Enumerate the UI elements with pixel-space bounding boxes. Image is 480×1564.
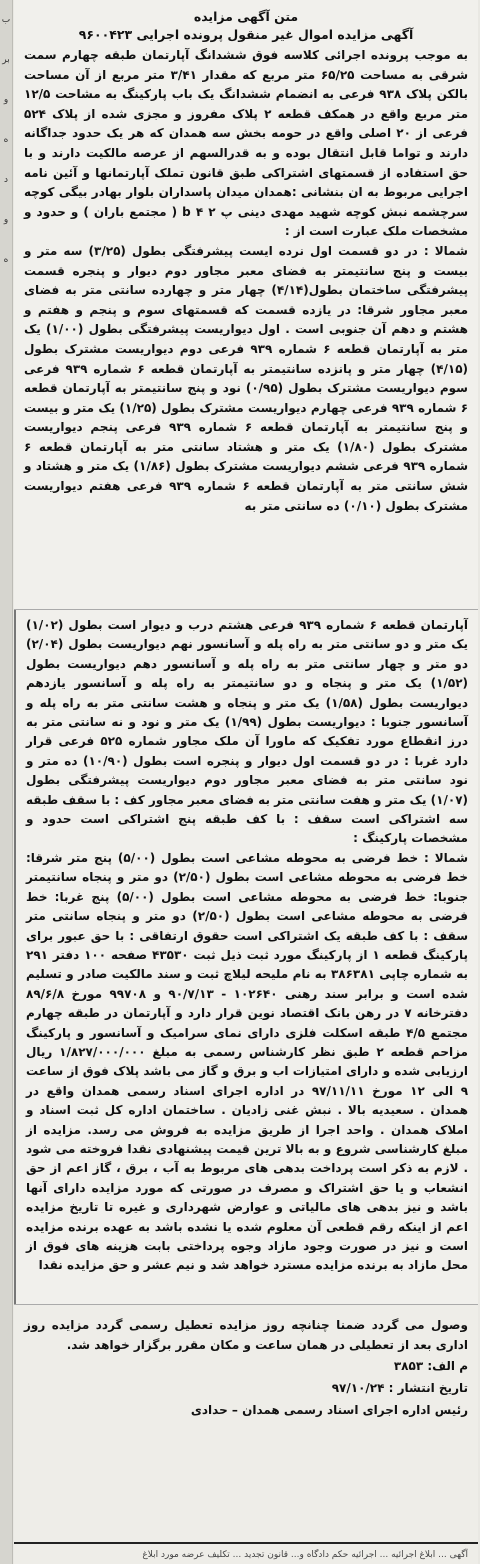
notice-clip-top [14, 0, 478, 610]
edge-mark: د [3, 175, 8, 185]
edge-mark: و [3, 215, 9, 225]
separator-rule [14, 1542, 478, 1544]
property-intro-paragraph: به موجب پرونده اجرائی کلاسه فوق ششدانگ آپارتمان طبقه چهارم سمت شرقی به مساحت ۶۵/۲۵ متر مربع که مقدار ۳/۴۱ متر مربع از آن مساحت بالکن پلاک ۹۳۸ فرعی به انضمام ششدانگ یک باب پارکینگ به مشاحت ۱۲/۵ متر مربع واقع در همکف قطعه ۲ پلاک مفروز و مجزی شده از پلاک ۵۲۴ فرعی از ۲۰ اصلی واقع در حومه بخش سه همدان که هر یک حدود جداگانه دارند و تواما قابل انتقال بوده و به قدرالسهم از عرصه مالکیت دارند و با حق استفاده از قسمتهای اشتراکی طبق قانون تملک آپارتمانها و آئین نامه اجرایی مربوط به ان بنشانی :همدان میدان پاسداران بلوار بهادر بیگی کوچه سرچشمه نبش کوچه شهید مهدی دینی پ ۲ b ۴ ( مجتمع باران ) و حدود و مشخصات ملک عبارت است از : [24, 48, 469, 239]
notice-title: متن آگهی مزایده [193, 9, 299, 24]
signature-line: رئیس اداره اجرای اسناد رسمی همدان – حدادی [190, 1403, 468, 1417]
adjacent-column-edge [0, 0, 13, 1564]
edge-mark: ه [3, 255, 9, 265]
boundaries-continued-paragraph: آپارتمان قطعه ۶ شماره ۹۳۹ فرعی هشتم درب و دیوار است بطول (۱/۰۲) یک متر و دو سانتی متر به راه پله و آسانسور نهم دیواریست بطول (۲/۰۴) دو متر و چهار سانتی متر به راه پله و آسانسور دهم دیواریست بطول (۱/۵۲) یک متر و پنجاه و دو سانتیمتر به راه پله و آسانسور یازدهم دیواریست بطول (۱/۵۸) یک متر و پنجاه و هشت سانتی متر به راه پله و آسانسور جنوبا : دیواریست بطول (۱/۹۹) یک متر و نود و نه سانتی متر به درز انقطاع مورد تفکیک که ماورا آن ملک مجاور شماره ۵۲۵ فرعی قرار دارد غربا : در دو قسمت اول دیوار و پنجره است بطول (۱۰/۹۰) ده متر و نود سانتی متر به فضای معبر مجاور دوم دیواریست پیشرفتگی بطول (۱/۰۷) یک متر و هفت سانتی متر به فضای معبر مجاور کف : با سقف طبقه سه اشتراکی است سقف : با کف طبقه پنج اشتراکی است حدود و مشخصات پارکینگ : [26, 618, 468, 846]
boundaries-paragraph: شمالا : در دو قسمت اول نرده ایست پیشرفتگی بطول (۳/۲۵) سه متر و بیست و پنج سانتیمتر به فضای معبر مجاور دوم دیوار و پنجره قسمت پیشرفتگی ساختمان بطول(۴/۱۴) چهار متر و چهارده سانتی متر به فضای معبر مجاور شرقا: در یازده قسمت که قسمتهای سوم و پنجم و هفتم و هشتم و دهم آن جنوبی است . اول دیواریست پیشرفتگی بطول (۱/۰۰) یک متر به آپارتمان قطعه ۶ شماره ۹۳۹ فرعی دوم دیواریست مشترک بطول (۴/۱۵) چهار متر و پانزده سانتیمتر به آپارتمان قطعه ۶ شماره ۹۳۹ فرعی سوم دیواریست مشترک بطول (۰/۹۵) نود و پنج سانتیمتر به آپارتمان قطعه ۶ شماره ۹۳۹ فرعی چهارم دیواریست مشترک بطول (۱/۲۵) یک متر و بیست و پنج سانتیمتر به آپارتمان قطعه ۶ شماره ۹۳۹ فرعی پنجم دیواریست مشترک بطول (۱/۸۰) یک متر و هشتاد سانتی متر به آپارتمان قطعه ۶ شماره ۹۳۹ فرعی ششم دیواریست مشترک بطول (۱/۸۶) یک متر و هشتاد و شش سانتی متر به آپارتمان قطعه ۶ شماره ۹۳۹ فرعی هفتم دیواریست مشترک بطول (۰/۱۰) ده سانتی متر به [24, 243, 469, 513]
edge-mark: و [3, 95, 9, 105]
publish-date: تاریخ انتشار : ۹۷/۱۰/۲۴ [331, 1381, 468, 1395]
parking-and-auction-paragraph: شمالا : خط فرضی به محوطه مشاعی است بطول (۵/۰۰) پنج متر شرقا: خط فرضی به محوطه مشاعی است بطول (۲/۵۰) دو متر و پنجاه سانتیمتر جنوبا: خط فرضی به محوطه مشاعی است بطول (۵/۰۰) پنج غربا: خط فرضی به محوطه مشاعی است بطول (۲/۵۰) دو متر و پنجاه سانتی متر سقف : با کف طبقه یک اشتراکی است حقوق ارتفاقی : با حق عبور برای پارکینگ قطعه ۱ از پارکینگ مورد ثبت ذیل ثبت ۴۳۵۳۰ صفحه ۱۰۰ دفتر ۲۹۱ به شماره چاپی ۳۸۶۳۸۱ به نام ملیحه لیلاچ ثبت و سند مالکیت صادر و تسلیم شده است و برابر سند رهنی ۱۰۲۶۴۰ - ۹۰/۷/۱۳ و ۹۹۷۰۸ مورخ ۸۹/۶/۸ دفترخانه ۷ در رهن بانک اقتصاد نوین قرار دارد و آپارتمان در طبقه چهارم مجتمع ۴/۵ طبقه اسکلت فلزی دارای نمای سرامیک و آسانسور و پارکینگ مزاحم قطعه ۲ طبق نظر کارشناس رسمی به مبلغ ۱/۸۲۷/۰۰۰/۰۰۰ ریال ارزیابی شده و دارای امتیازات اب و برق و گاز می باشد پلاک فوق از ساعت ۹ الی ۱۲ مورخ ۹۷/۱۱/۱۱ در اداره اجرای اسناد رسمی همدان واقع در همدان . سعیدیه بالا . نبش غنی زادیان . ساختمان اداره کل ثبت اسناد و املاک همدان . واحد اجرا از طریق مزایده به فروش می رسد. مزایده از مبلغ کارشناسی شروع و به بالا ترین قیمت پیشنهادی نقدا فروخته می شود . لازم به ذکر است پرداخت بدهی های مربوط به آب ، برق ، گاز اعم از حق انشعاب و یا حق اشتراک و مصرف در صورتی که مورد مزایده دارای آنها باشد و نیز بدهی های مالیاتی و عوارض شهرداری و غیره تا تاریخ مزایده اعم از اینکه رقم قطعی آن معلوم شده یا نشده باشد به عهده برنده مزایده است و نیز در صورت وجود مازاد وجوه پرداختی بابت هزینه های فوق از محل مازاد به برنده مزایده مسترد خواهد شد و نیم عشر و حق مزایده نقدا [26, 850, 469, 1273]
reference-code: م الف: ۳۸۵۳ [393, 1359, 468, 1373]
notice-subtitle: آگهی مزایده اموال غیر منقول پرونده اجرایی ۹۶۰۰۴۲۳ [78, 27, 414, 42]
notice-clip-bottom [14, 1304, 478, 1564]
edge-mark: بر [2, 55, 10, 65]
edge-mark: ب [1, 15, 11, 25]
closing-paragraph: وصول می گردد ضمنا چنانچه روز مزایده تعطیل رسمی گردد مزایده روز اداری بعد از تعطیلی در همان ساعت و مکان مقرر برگزار خواهد شد. [24, 1318, 468, 1352]
edge-mark: ه [3, 135, 9, 145]
notice-clip-middle [14, 610, 478, 1304]
next-notice-fragment: آگهی ... ابلاغ اجرائیه ... اجرائیه حکم دادگاه و... قانون تجدید ... تکلیف عرضه مورد ابلاغ [142, 1550, 468, 1560]
